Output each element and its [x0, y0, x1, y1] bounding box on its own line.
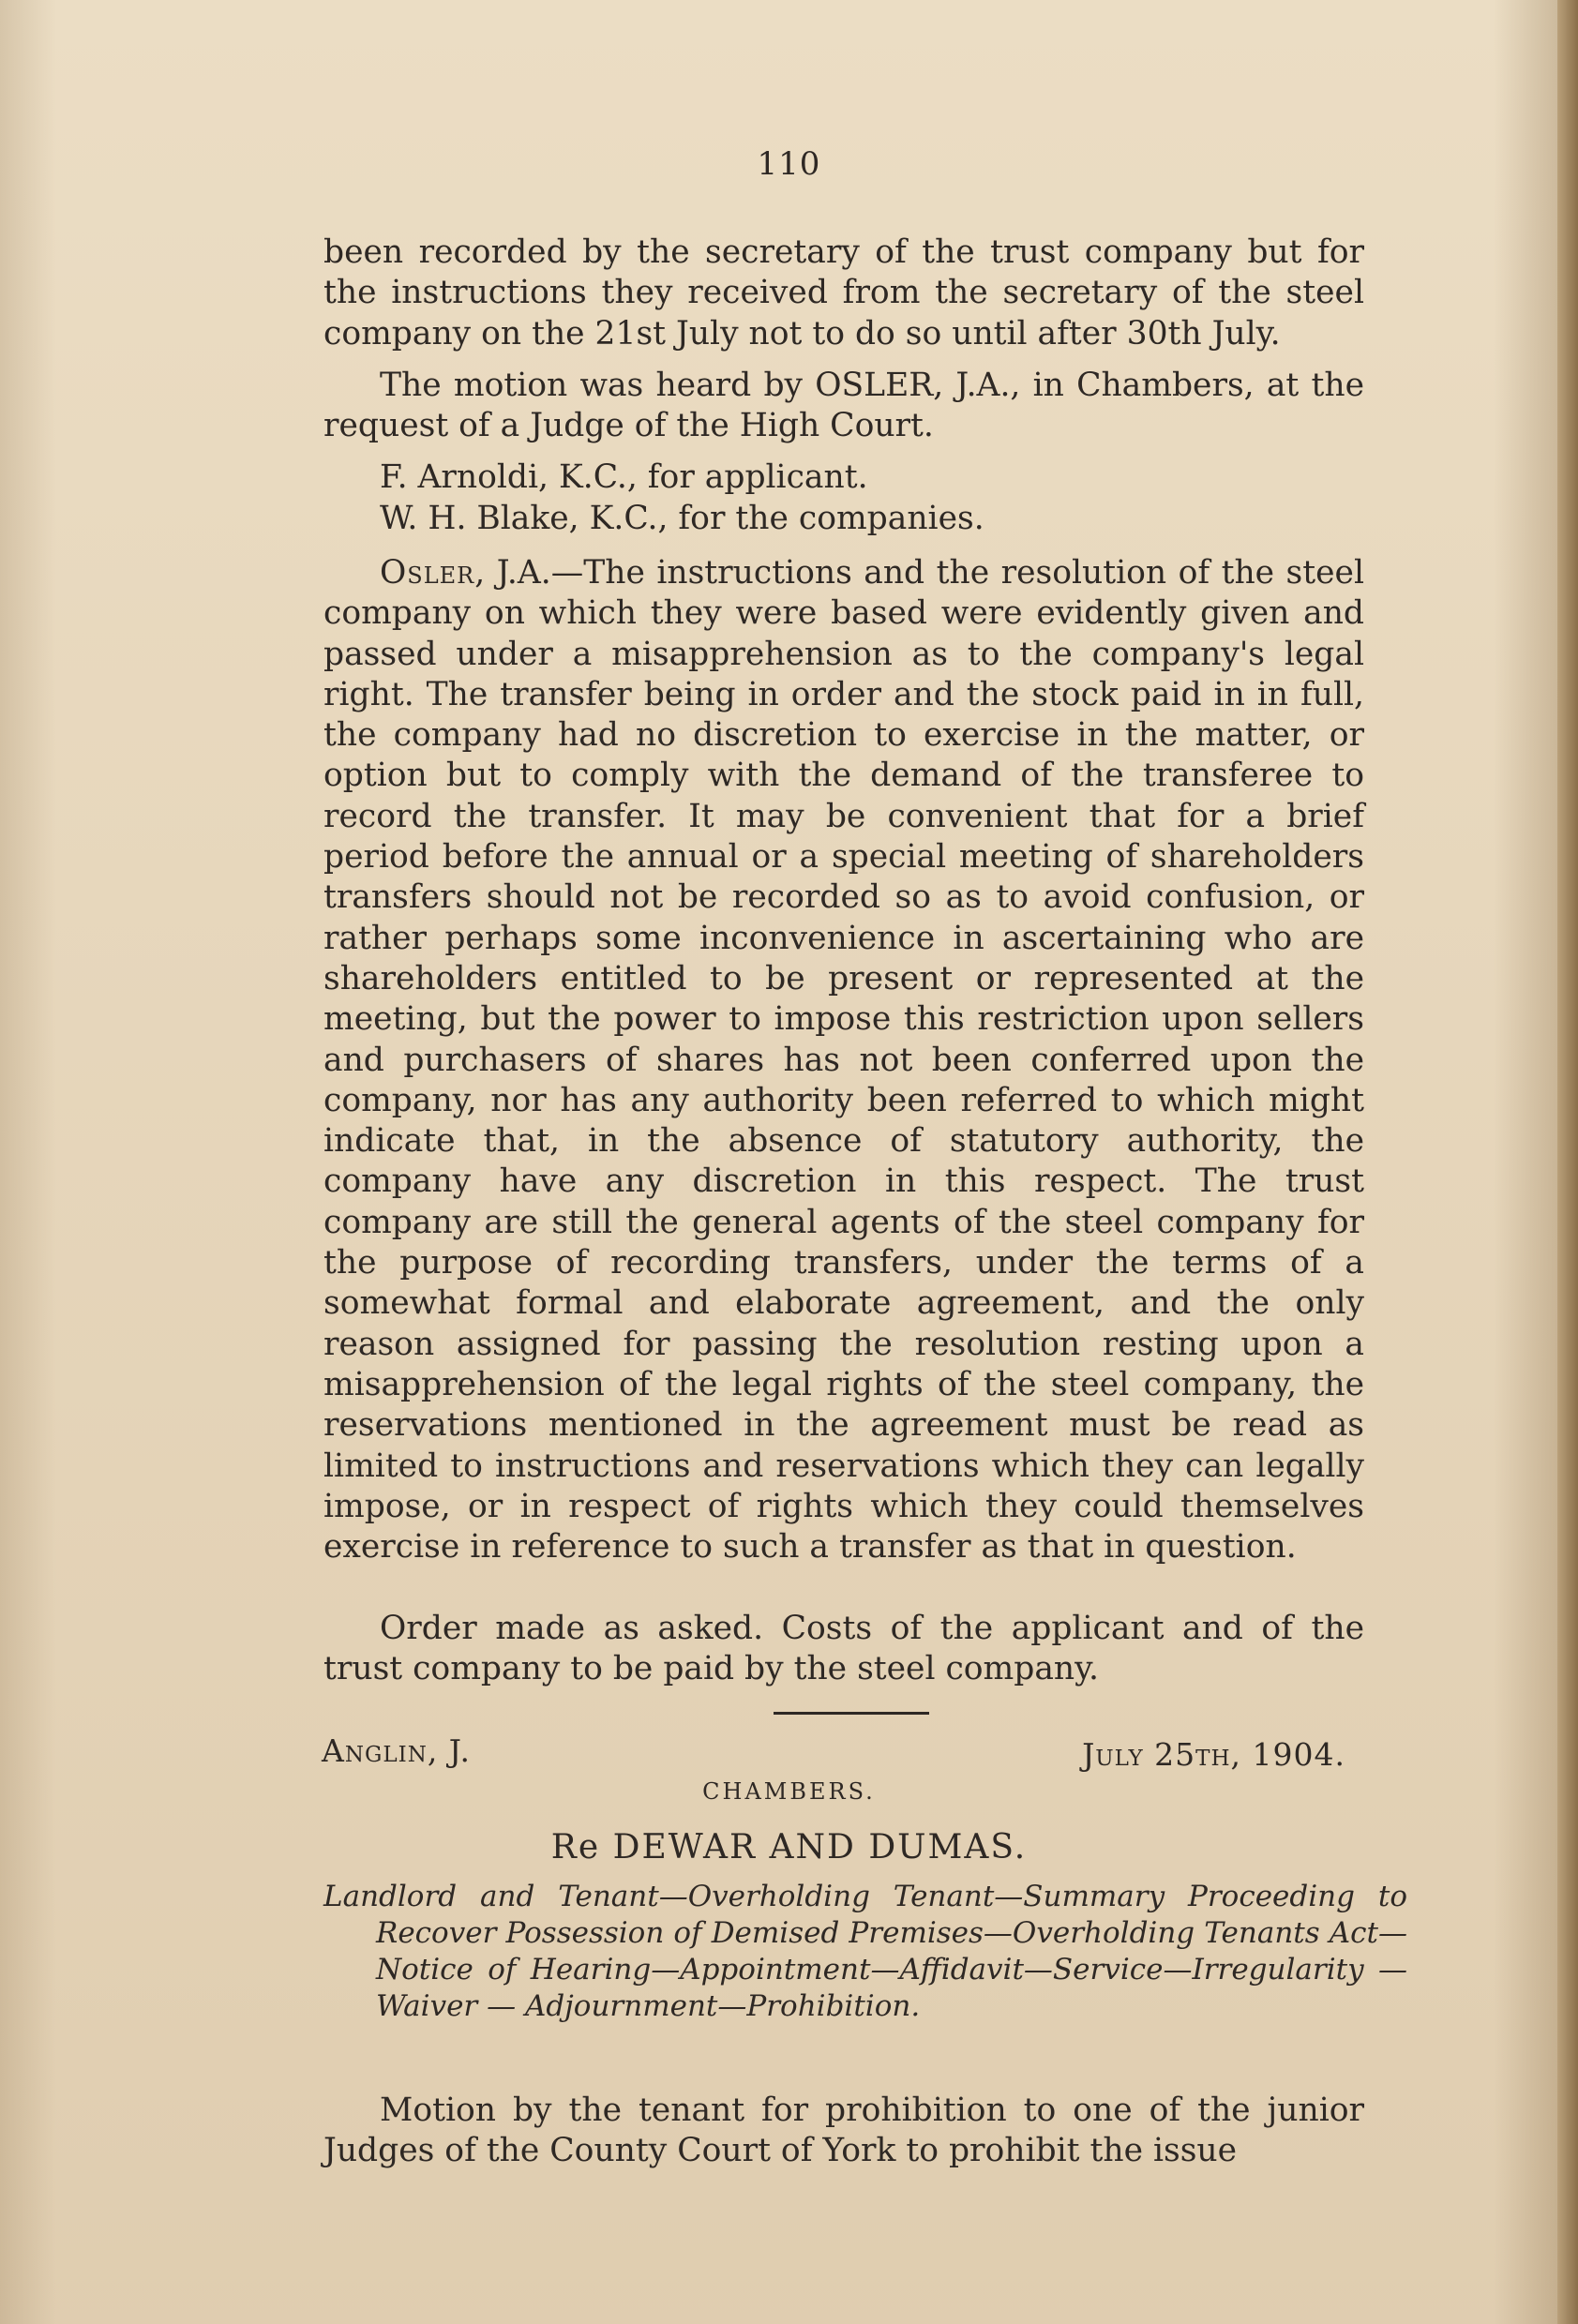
judgment-paragraph: [323, 553, 1364, 1567]
paragraph-text: The motion was heard by OSLER, J.A., in Chambers, at the request of a Judge of the High Court.: [323, 367, 1364, 445]
paragraph-continuation: [323, 232, 1364, 354]
case-headnote: Landlord and Tenant—Overholding Tenant—Summary Proceeding to Recover Possession of Demised Premises—Overholding Tenants Act—Notice of Hearing—Appointment—Affidavit—Service—Irregularity — Waiver — Adjournment—Prohibition.: [323, 1880, 1407, 2023]
case-date: July 25th, 1904.: [1082, 1736, 1345, 1773]
paragraph-text: W. H. Blake, K.C., for the companies.: [380, 500, 984, 537]
paragraph-text: been recorded by the secretary of the trust company but for the instructions they received from the secretary of the steel company on the 21st July not to do so until after 30th July.: [323, 233, 1364, 352]
paragraph-text: F. Arnoldi, K.C., for applicant.: [380, 458, 868, 496]
paragraph-text: Motion by the tenant for prohibition to one of the junior Judges of the County Court of York to prohibit the issue: [323, 2092, 1364, 2170]
court-label: CHAMBERS.: [702, 1778, 876, 1805]
paragraph-motion-heard: [323, 366, 1364, 447]
judge-name: Osler: [380, 554, 475, 592]
counsel-applicant: [323, 457, 1364, 498]
book-spine-edge: [1557, 0, 1578, 2324]
judge-suffix: , J.A.: [474, 554, 551, 592]
motion-paragraph: [323, 2091, 1364, 2172]
paragraph-text: Order made as asked. Costs of the applicant and of the trust company to be paid by the steel company.: [323, 1610, 1364, 1688]
section-divider: [774, 1712, 929, 1715]
judgment-text: —The instructions and the resolution of the steel company on which they were based were evidently given and passed under a misapprehension as to the company's legal right. The transfer being in order and the stock paid in in full, the company had no discretion to exercise in the matter, or option but to comply with the demand of the transferee to record the transfer. It may be convenient that for a brief period before the annual or a special meeting of shareholders transfers should not be recorded so as to avoid confusion, or rather perhaps some inconvenience in ascertaining who are shareholders entitled to be present or represented at the meeting, but the power to impose this restriction upon sellers and purchasers of shares has not been conferred upon the company, nor has any authority been referred to which might indicate that, in the absence of statutory authority, the company have any discretion in this respect. The trust company are still the general agents of the steel company for the purpose of recording transfers, under the terms of a somewhat formal and elaborate agreement, and the only reason assigned for passing the resolution resting upon a misapprehension of the legal rights of the steel company, the reservations mentioned in the agreement must be read as limited to instructions and reservations which they can legally impose, or in respect of rights which they could themselves exercise in reference to such a transfer as that in question.: [323, 554, 1364, 1567]
order-paragraph: [323, 1609, 1364, 1690]
case-title: Re DEWAR AND DUMAS.: [550, 1828, 1028, 1867]
counsel-companies: [323, 499, 1364, 539]
page-number: 110: [757, 145, 821, 183]
case-judge: Anglin, J.: [322, 1732, 471, 1769]
